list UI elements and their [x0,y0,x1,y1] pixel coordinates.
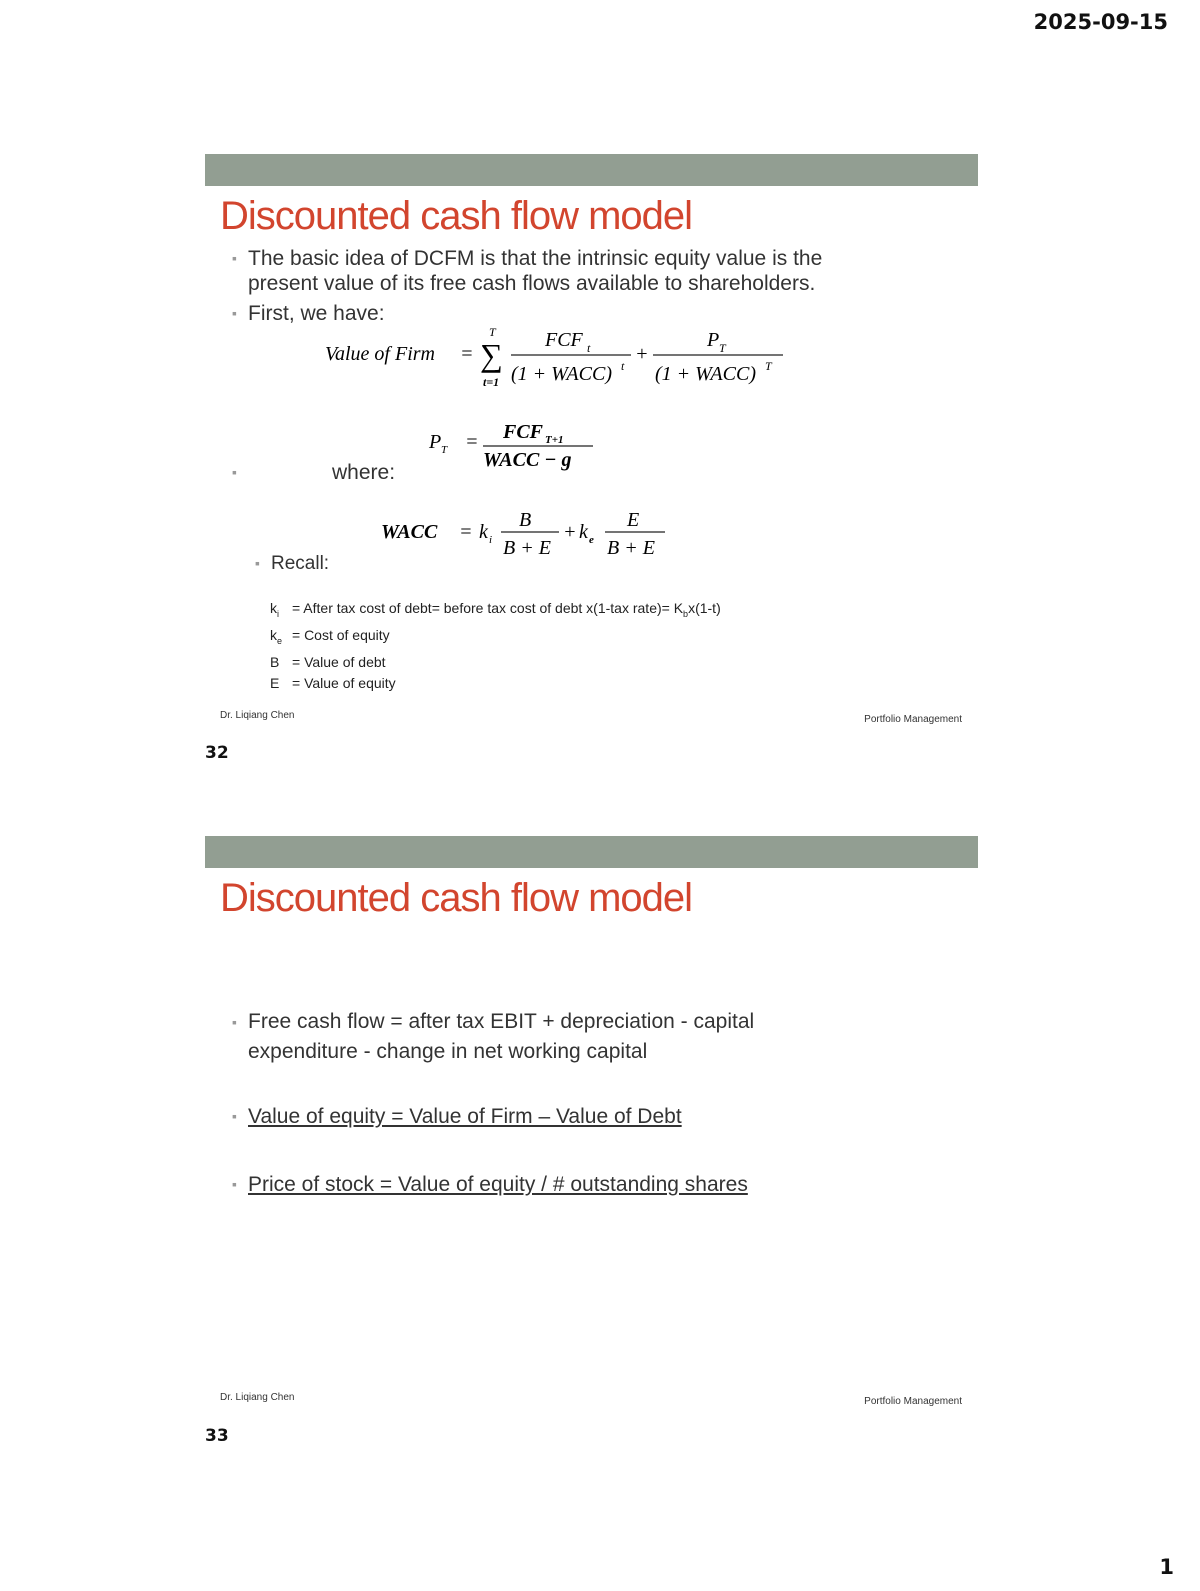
svg-text:T: T [441,444,448,456]
bullet-intro: ▪ The basic idea of DCFM is that the intrinsic equity value is the present value of its free cash flows available to shareholders. [232,247,823,295]
value-of-firm-formula [323,324,793,394]
svg-text:T: T [719,341,726,355]
slide-header-band [205,154,978,186]
recall-item: $k_i$ = After tax cost of debt= before tax cost of debt x(1-tax rate)= $K_bx(1-t)$ [270,600,721,619]
bullet-icon: ▪ [232,1014,237,1030]
slide-number: 33 [205,1426,229,1446]
bullet-where: ▪ where: [232,461,396,484]
svg-text:e: e [589,534,594,546]
slide-header-band [205,836,978,868]
wacc-formula [379,502,679,562]
svg-text:WACC: WACC [381,521,438,543]
bullet-first: ▪ First, we have: [232,302,385,325]
bullet-recall: ▪ Recall: [255,553,330,574]
svg-text:B: B [519,509,532,531]
bullet-price-of-stock: ▪ Price of stock = Value of equity / # outstanding shares [232,1173,748,1196]
svg-text:P: P [707,329,720,351]
bullet-free-cash-flow: ▪ Free cash flow = after tax EBIT + depreciation - capital expenditure - change in net working capital [248,1007,754,1067]
svg-text:T+1: T+1 [545,434,564,446]
terminal-price-formula [427,416,607,476]
svg-text:FCF: FCF [545,329,583,351]
recall-definitions [270,598,721,694]
bullet-icon: ▪ [232,1176,237,1192]
slide-course: Portfolio Management [864,1396,962,1407]
recall-item: B = Value of debt [270,653,386,670]
svg-text:t=1: t=1 [483,375,500,389]
svg-text:=: = [459,521,473,543]
svg-text:P: P [429,431,442,453]
svg-text:t: t [621,359,625,373]
recall-item: $k_e$ = Cost of equity [270,626,390,646]
svg-text:+: + [635,343,649,365]
slide-number: 32 [205,743,229,763]
slide-author: Dr. Liqiang Chen [220,1392,295,1403]
slide-32 [205,154,978,724]
bullet-icon: ▪ [232,1108,237,1124]
recall-item: E = Value of equity [270,674,396,691]
bullet-icon: ▪ [232,464,237,480]
svg-text:k: k [579,521,588,543]
svg-text:B + E: B + E [503,537,551,559]
svg-text:T: T [765,359,772,373]
svg-text:T: T [489,325,496,339]
svg-text:WACC − g: WACC − g [483,449,572,471]
slide-course: Portfolio Management [864,714,962,725]
svg-text:B + E: B + E [607,537,655,559]
svg-text:k: k [479,521,488,543]
svg-text:=: = [465,431,479,453]
bullet-icon: ▪ [255,555,260,571]
svg-text:E: E [627,509,640,531]
slide-33 [205,836,978,1406]
svg-text:Value of Firm: Value of Firm [325,343,435,365]
svg-text:(1 + WACC): (1 + WACC) [655,363,756,385]
page-number: 1 [1159,1555,1174,1579]
bullet-icon: ▪ [232,305,237,321]
bullet-icon: ▪ [232,250,237,266]
svg-text:FCF: FCF [503,421,544,443]
svg-text:∑: ∑ [480,337,503,373]
slide-title: Discounted cash flow model [220,876,693,920]
svg-text:=: = [460,343,474,365]
svg-text:(1 + WACC): (1 + WACC) [511,363,612,385]
svg-text:i: i [489,534,493,546]
page-date: 2025-09-15 [1033,10,1168,34]
bullet-value-of-equity: ▪ Value of equity = Value of Firm – Value of Debt [232,1105,682,1128]
slide-author: Dr. Liqiang Chen [220,710,295,721]
svg-text:+: + [563,521,577,543]
slide-title: Discounted cash flow model [220,194,693,238]
svg-text:t: t [587,341,591,355]
